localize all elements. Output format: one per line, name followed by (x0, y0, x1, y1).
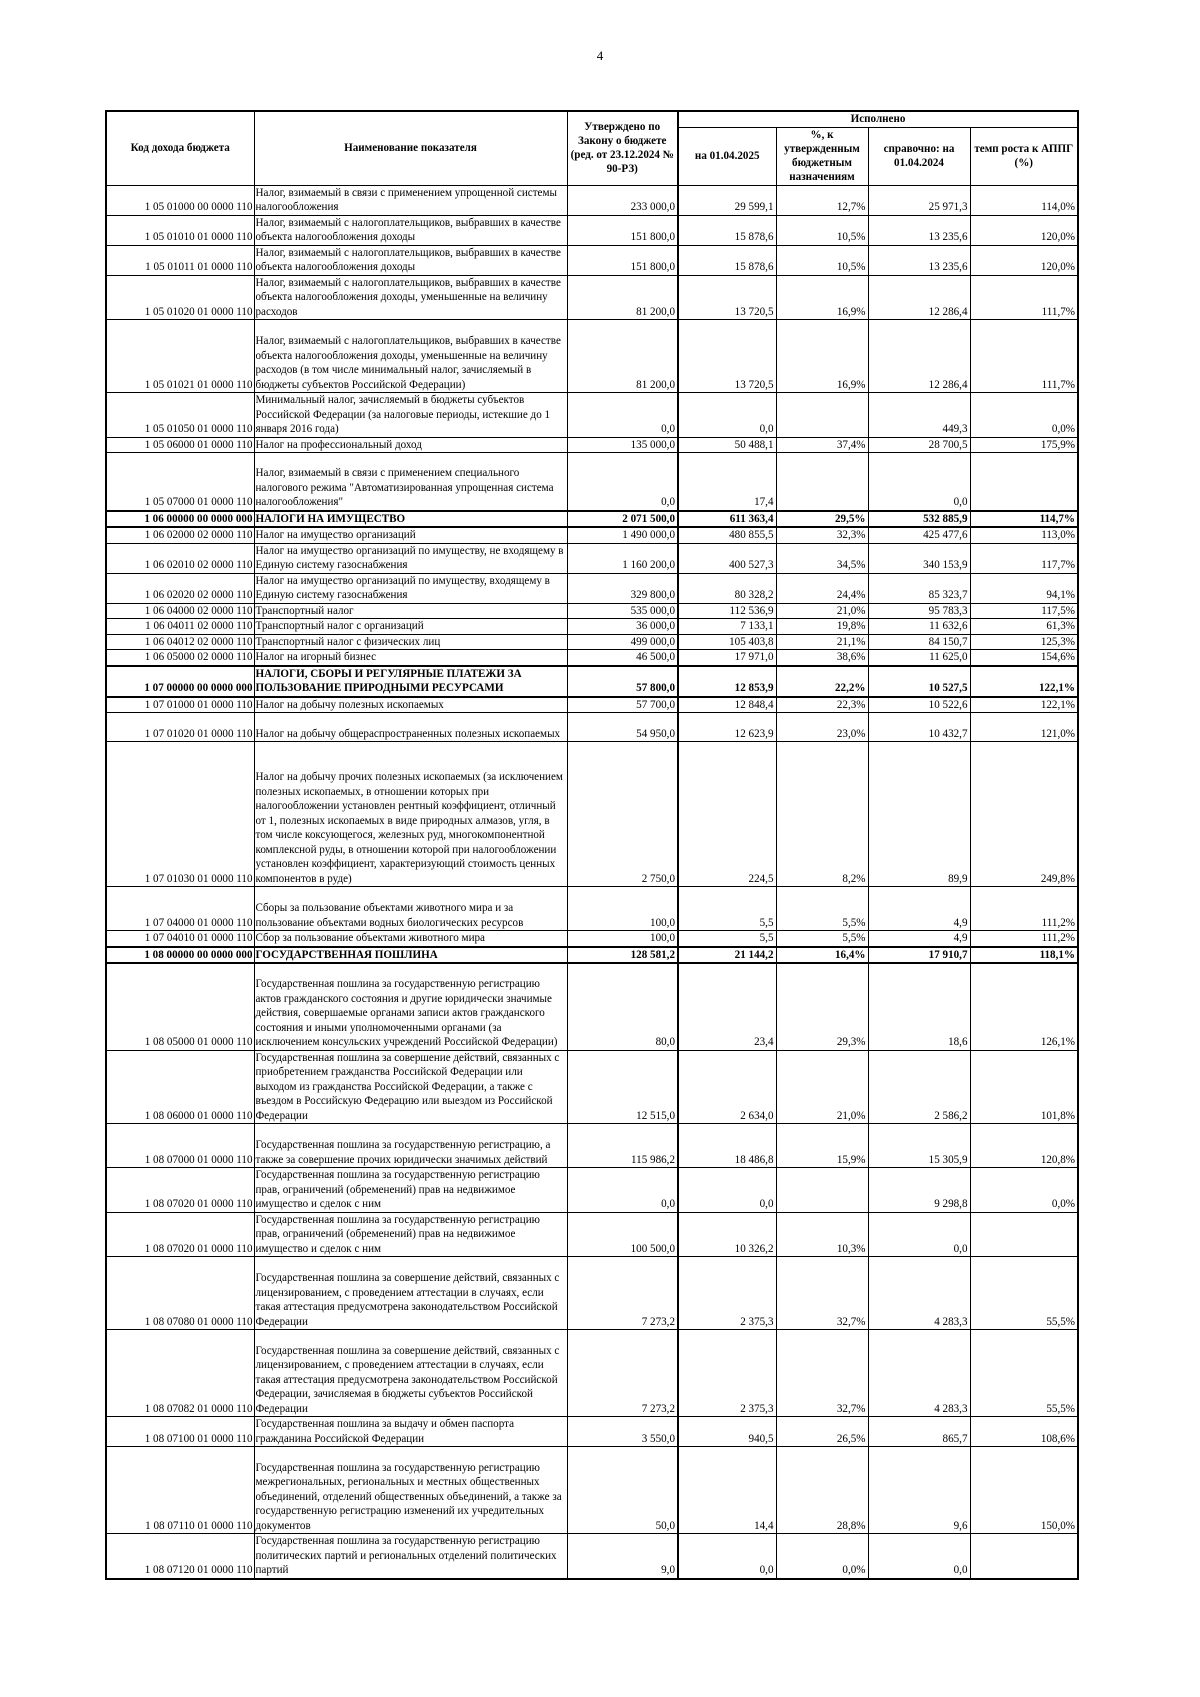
approved-cell: 100,0 (567, 931, 678, 947)
approved-cell: 36 000,0 (567, 619, 678, 635)
growth-cell: 114,0% (970, 185, 1078, 215)
code-cell: 1 05 01020 01 0000 110 (106, 275, 254, 320)
growth-cell: 120,0% (970, 215, 1078, 245)
executed-cell: 50 488,1 (678, 437, 776, 453)
table-row (106, 275, 1078, 320)
reference-cell: 425 477,6 (868, 527, 970, 543)
percent-cell: 16,9% (776, 275, 868, 320)
code-cell: 1 08 07100 01 0000 110 (106, 1417, 254, 1447)
approved-cell: 1 490 000,0 (567, 527, 678, 543)
name-cell: НАЛОГИ НА ИМУЩЕСТВО (254, 511, 567, 528)
approved-cell: 151 800,0 (567, 215, 678, 245)
reference-cell: 25 971,3 (868, 185, 970, 215)
code-cell: 1 06 02000 02 0000 110 (106, 527, 254, 543)
percent-cell: 21,0% (776, 1050, 868, 1124)
table-row (106, 437, 1078, 453)
reference-cell: 12 286,4 (868, 320, 970, 393)
percent-cell: 32,3% (776, 527, 868, 543)
name-cell: Государственная пошлина за государственную регистрацию актов гражданского состояния и другие юридически значимые действия, совершаемые органами записи актов гражданского состояния и иными уполномоченными органами (за исключением консульских учреждений Российской Федерации) (254, 963, 567, 1050)
approved-cell: 0,0 (567, 393, 678, 438)
growth-cell: 111,7% (970, 320, 1078, 393)
name-cell: Налог на имущество организаций (254, 527, 567, 543)
percent-cell: 21,0% (776, 603, 868, 619)
name-cell: Государственная пошлина за выдачу и обмен паспорта гражданина Российской Федерации (254, 1417, 567, 1447)
name-cell: Налог на имущество организаций по имуществу, не входящему в Единую систему газоснабжения (254, 543, 567, 573)
name-cell: Налог, взимаемый в связи с применением упрощенной системы налогообложения (254, 185, 567, 215)
reference-cell: 17 910,7 (868, 947, 970, 964)
header-executed: Исполнено (678, 111, 1078, 127)
growth-cell: 111,2% (970, 931, 1078, 947)
approved-cell: 0,0 (567, 1168, 678, 1213)
name-cell: Налог на игорный бизнес (254, 650, 567, 666)
name-cell: Транспортный налог с организаций (254, 619, 567, 635)
executed-cell: 105 403,8 (678, 634, 776, 650)
code-cell: 1 08 07080 01 0000 110 (106, 1257, 254, 1330)
table-row (106, 393, 1078, 438)
percent-cell: 37,4% (776, 437, 868, 453)
name-cell: ГОСУДАРСТВЕННАЯ ПОШЛИНА (254, 947, 567, 964)
table-row (106, 1050, 1078, 1124)
table-row (106, 947, 1078, 964)
reference-cell: 12 286,4 (868, 275, 970, 320)
name-cell: Налог, взимаемый с налогоплательщиков, выбравших в качестве объекта налогообложения доходы (254, 215, 567, 245)
table-row (106, 320, 1078, 393)
executed-cell: 21 144,2 (678, 947, 776, 964)
growth-cell: 120,8% (970, 1124, 1078, 1168)
percent-cell: 10,5% (776, 215, 868, 245)
approved-cell: 535 000,0 (567, 603, 678, 619)
table-row (106, 713, 1078, 742)
reference-cell: 10 432,7 (868, 713, 970, 742)
growth-cell: 94,1% (970, 573, 1078, 603)
table-row (106, 666, 1078, 697)
executed-cell: 480 855,5 (678, 527, 776, 543)
percent-cell: 29,3% (776, 963, 868, 1050)
code-cell: 1 08 00000 00 0000 000 (106, 947, 254, 964)
growth-cell: 61,3% (970, 619, 1078, 635)
code-cell: 1 05 01011 01 0000 110 (106, 245, 254, 275)
percent-cell: 23,0% (776, 713, 868, 742)
header-approved: Утверждено по Закону о бюджете (ред. от 23.12.2024 № 90-РЗ) (567, 111, 678, 185)
code-cell: 1 08 05000 01 0000 110 (106, 963, 254, 1050)
name-cell: Налог, взимаемый с налогоплательщиков, выбравших в качестве объекта налогообложения доходы, уменьшенные на величину расходов (254, 275, 567, 320)
reference-cell: 4 283,3 (868, 1257, 970, 1330)
approved-cell: 128 581,2 (567, 947, 678, 964)
growth-cell: 101,8% (970, 1050, 1078, 1124)
code-cell: 1 07 01000 01 0000 110 (106, 697, 254, 713)
approved-cell: 80,0 (567, 963, 678, 1050)
code-cell: 1 05 07000 01 0000 110 (106, 453, 254, 511)
reference-cell: 532 885,9 (868, 511, 970, 528)
code-cell: 1 07 04010 01 0000 110 (106, 931, 254, 947)
table-row (106, 185, 1078, 215)
growth-cell: 125,3% (970, 634, 1078, 650)
percent-cell: 10,3% (776, 1212, 868, 1257)
table-body (106, 185, 1078, 1579)
table-row (106, 527, 1078, 543)
name-cell: НАЛОГИ, СБОРЫ И РЕГУЛЯРНЫЕ ПЛАТЕЖИ ЗА ПОЛЬЗОВАНИЕ ПРИРОДНЫМИ РЕСУРСАМИ (254, 666, 567, 697)
table-row (106, 619, 1078, 635)
reference-cell: 0,0 (868, 453, 970, 511)
growth-cell: 111,2% (970, 887, 1078, 931)
name-cell: Налог, взимаемый в связи с применением специального налогового режима "Автоматизированная упрощенная система налогообложения" (254, 453, 567, 511)
growth-cell: 122,1% (970, 697, 1078, 713)
table-row (106, 963, 1078, 1050)
code-cell: 1 08 06000 01 0000 110 (106, 1050, 254, 1124)
table-row (106, 634, 1078, 650)
name-cell: Государственная пошлина за государственную регистрацию политических партий и региональных отделений политических партий (254, 1534, 567, 1579)
name-cell: Налог на имущество организаций по имуществу, входящему в Единую систему газоснабжения (254, 573, 567, 603)
executed-cell: 224,5 (678, 742, 776, 887)
reference-cell: 95 783,3 (868, 603, 970, 619)
code-cell: 1 06 02020 02 0000 110 (106, 573, 254, 603)
code-cell: 1 07 04000 01 0000 110 (106, 887, 254, 931)
approved-cell: 135 000,0 (567, 437, 678, 453)
executed-cell: 940,5 (678, 1417, 776, 1447)
table-row (106, 215, 1078, 245)
name-cell: Сбор за пользование объектами животного мира (254, 931, 567, 947)
name-cell: Государственная пошлина за государственную регистрацию прав, ограничений (обременений) прав на недвижимое имущество и сделок с ним (254, 1168, 567, 1213)
approved-cell: 329 800,0 (567, 573, 678, 603)
code-cell: 1 06 05000 02 0000 110 (106, 650, 254, 666)
reference-cell: 0,0 (868, 1534, 970, 1579)
reference-cell: 9,6 (868, 1447, 970, 1534)
name-cell: Транспортный налог с физических лиц (254, 634, 567, 650)
name-cell: Сборы за пользование объектами животного мира и за пользование объектами водных биологических ресурсов (254, 887, 567, 931)
table-row (106, 1212, 1078, 1257)
approved-cell: 46 500,0 (567, 650, 678, 666)
executed-cell: 2 375,3 (678, 1257, 776, 1330)
growth-cell (970, 1212, 1078, 1257)
percent-cell: 32,7% (776, 1257, 868, 1330)
code-cell: 1 08 07110 01 0000 110 (106, 1447, 254, 1534)
executed-cell: 5,5 (678, 887, 776, 931)
table-row (106, 453, 1078, 511)
executed-cell: 23,4 (678, 963, 776, 1050)
approved-cell: 3 550,0 (567, 1417, 678, 1447)
approved-cell: 100,0 (567, 887, 678, 931)
code-cell: 1 06 00000 00 0000 000 (106, 511, 254, 528)
name-cell: Минимальный налог, зачисляемый в бюджеты субъектов Российской Федерации (за налоговые периоды, истекшие до 1 января 2016 года) (254, 393, 567, 438)
growth-cell: 154,6% (970, 650, 1078, 666)
reference-cell: 18,6 (868, 963, 970, 1050)
table-row (106, 603, 1078, 619)
name-cell: Налог на добычу общераспространенных полезных ископаемых (254, 713, 567, 742)
growth-cell: 121,0% (970, 713, 1078, 742)
growth-cell: 117,5% (970, 603, 1078, 619)
reference-cell: 2 586,2 (868, 1050, 970, 1124)
header-on-date: на 01.04.2025 (678, 127, 776, 185)
name-cell: Государственная пошлина за совершение действий, связанных с лицензированием, с проведением аттестации в случаях, если такая аттестация предусмотрена законодательством Российской Федерации, зачисляемая в бюджеты субъектов Российской Федерации (254, 1330, 567, 1417)
reference-cell: 11 625,0 (868, 650, 970, 666)
code-cell: 1 06 04000 02 0000 110 (106, 603, 254, 619)
growth-cell: 55,5% (970, 1330, 1078, 1417)
reference-cell: 10 527,5 (868, 666, 970, 697)
executed-cell: 15 878,6 (678, 245, 776, 275)
growth-cell: 120,0% (970, 245, 1078, 275)
table-row (106, 742, 1078, 887)
reference-cell: 340 153,9 (868, 543, 970, 573)
approved-cell: 7 273,2 (567, 1330, 678, 1417)
code-cell: 1 07 01030 01 0000 110 (106, 742, 254, 887)
approved-cell: 151 800,0 (567, 245, 678, 275)
table-row (106, 650, 1078, 666)
growth-cell: 111,7% (970, 275, 1078, 320)
executed-cell: 29 599,1 (678, 185, 776, 215)
percent-cell (776, 393, 868, 438)
percent-cell: 29,5% (776, 511, 868, 528)
header-reference: справочно: на 01.04.2024 (868, 127, 970, 185)
table-row (106, 511, 1078, 528)
approved-cell: 1 160 200,0 (567, 543, 678, 573)
percent-cell: 28,8% (776, 1447, 868, 1534)
executed-cell: 0,0 (678, 1534, 776, 1579)
reference-cell: 4 283,3 (868, 1330, 970, 1417)
table-row (106, 1330, 1078, 1417)
table-row (106, 543, 1078, 573)
executed-cell: 611 363,4 (678, 511, 776, 528)
code-cell: 1 05 01050 01 0000 110 (106, 393, 254, 438)
code-cell: 1 05 06000 01 0000 110 (106, 437, 254, 453)
table-row (106, 1417, 1078, 1447)
reference-cell: 4,9 (868, 887, 970, 931)
executed-cell: 0,0 (678, 1168, 776, 1213)
approved-cell: 0,0 (567, 453, 678, 511)
name-cell: Налог, взимаемый с налогоплательщиков, выбравших в качестве объекта налогообложения доходы, уменьшенные на величину расходов (в том числе минимальный налог, зачисляемый в бюджеты субъектов Российской Федерации) (254, 320, 567, 393)
growth-cell: 122,1% (970, 666, 1078, 697)
approved-cell: 57 800,0 (567, 666, 678, 697)
reference-cell: 0,0 (868, 1212, 970, 1257)
approved-cell: 100 500,0 (567, 1212, 678, 1257)
name-cell: Налог на профессиональный доход (254, 437, 567, 453)
growth-cell: 118,1% (970, 947, 1078, 964)
growth-cell: 113,0% (970, 527, 1078, 543)
percent-cell: 12,7% (776, 185, 868, 215)
executed-cell: 15 878,6 (678, 215, 776, 245)
executed-cell: 7 133,1 (678, 619, 776, 635)
percent-cell: 16,4% (776, 947, 868, 964)
approved-cell: 2 750,0 (567, 742, 678, 887)
reference-cell: 13 235,6 (868, 215, 970, 245)
reference-cell: 9 298,8 (868, 1168, 970, 1213)
reference-cell: 28 700,5 (868, 437, 970, 453)
percent-cell: 19,8% (776, 619, 868, 635)
code-cell: 1 05 01010 01 0000 110 (106, 215, 254, 245)
code-cell: 1 08 07020 01 0000 110 (106, 1168, 254, 1213)
percent-cell: 21,1% (776, 634, 868, 650)
approved-cell: 57 700,0 (567, 697, 678, 713)
approved-cell: 54 950,0 (567, 713, 678, 742)
percent-cell: 5,5% (776, 887, 868, 931)
executed-cell: 112 536,9 (678, 603, 776, 619)
growth-cell: 126,1% (970, 963, 1078, 1050)
reference-cell: 89,9 (868, 742, 970, 887)
name-cell: Государственная пошлина за совершение действий, связанных с приобретением гражданства Российской Федерации или выходом из гражданства Российской Федерации, а также с въездом в Российскую Федерацию или выездом из Российской Федерации (254, 1050, 567, 1124)
header-percent: %, к утвержденным бюджетным назначениям (776, 127, 868, 185)
executed-cell: 17 971,0 (678, 650, 776, 666)
executed-cell: 12 623,9 (678, 713, 776, 742)
table-row (106, 1534, 1078, 1579)
code-cell: 1 08 07020 01 0000 110 (106, 1212, 254, 1257)
reference-cell: 13 235,6 (868, 245, 970, 275)
executed-cell: 80 328,2 (678, 573, 776, 603)
approved-cell: 81 200,0 (567, 320, 678, 393)
percent-cell: 22,3% (776, 697, 868, 713)
name-cell: Государственная пошлина за совершение действий, связанных с лицензированием, с проведением аттестации в случаях, если такая аттестация предусмотрена законодательством Российской Федерации (254, 1257, 567, 1330)
table-row (106, 697, 1078, 713)
approved-cell: 2 071 500,0 (567, 511, 678, 528)
executed-cell: 13 720,5 (678, 275, 776, 320)
code-cell: 1 08 07120 01 0000 110 (106, 1534, 254, 1579)
name-cell: Транспортный налог (254, 603, 567, 619)
percent-cell: 24,4% (776, 573, 868, 603)
table-row (106, 245, 1078, 275)
table-row (106, 887, 1078, 931)
code-cell: 1 07 01020 01 0000 110 (106, 713, 254, 742)
approved-cell: 50,0 (567, 1447, 678, 1534)
page-number: 4 (596, 48, 604, 63)
approved-cell: 233 000,0 (567, 185, 678, 215)
table-row (106, 1168, 1078, 1213)
name-cell: Налог на добычу полезных ископаемых (254, 697, 567, 713)
growth-cell (970, 1534, 1078, 1579)
growth-cell: 114,7% (970, 511, 1078, 528)
reference-cell: 10 522,6 (868, 697, 970, 713)
executed-cell: 12 848,4 (678, 697, 776, 713)
approved-cell: 12 515,0 (567, 1050, 678, 1124)
percent-cell (776, 1168, 868, 1213)
approved-cell: 115 986,2 (567, 1124, 678, 1168)
percent-cell: 38,6% (776, 650, 868, 666)
code-cell: 1 06 02010 02 0000 110 (106, 543, 254, 573)
growth-cell: 150,0% (970, 1447, 1078, 1534)
percent-cell: 22,2% (776, 666, 868, 697)
growth-cell: 117,7% (970, 543, 1078, 573)
executed-cell: 10 326,2 (678, 1212, 776, 1257)
percent-cell: 15,9% (776, 1124, 868, 1168)
percent-cell: 34,5% (776, 543, 868, 573)
approved-cell: 9,0 (567, 1534, 678, 1579)
growth-cell: 108,6% (970, 1417, 1078, 1447)
percent-cell: 32,7% (776, 1330, 868, 1417)
code-cell: 1 05 01000 00 0000 110 (106, 185, 254, 215)
executed-cell: 5,5 (678, 931, 776, 947)
name-cell: Налог на добычу прочих полезных ископаемых (за исключением полезных ископаемых, в отношении которых при налогообложении установлен рентный коэффициент, отличный от 1, полезных ископаемых в виде природных алмазов, угля, в том числе коксующегося, железных руд, многокомпонентной комплексной руды, в отношении которой при налогообложении установлен коэффициент, характеризующий стоимость ценных компонентов в руде) (254, 742, 567, 887)
table-row (106, 1257, 1078, 1330)
approved-cell: 7 273,2 (567, 1257, 678, 1330)
executed-cell: 18 486,8 (678, 1124, 776, 1168)
growth-cell: 175,9% (970, 437, 1078, 453)
executed-cell: 13 720,5 (678, 320, 776, 393)
name-cell: Государственная пошлина за государственную регистрацию, а также за совершение прочих юридически значимых действий (254, 1124, 567, 1168)
code-cell: 1 08 07000 01 0000 110 (106, 1124, 254, 1168)
reference-cell: 11 632,6 (868, 619, 970, 635)
approved-cell: 499 000,0 (567, 634, 678, 650)
executed-cell: 17,4 (678, 453, 776, 511)
table-row (106, 573, 1078, 603)
growth-cell: 55,5% (970, 1257, 1078, 1330)
reference-cell: 85 323,7 (868, 573, 970, 603)
reference-cell: 449,3 (868, 393, 970, 438)
percent-cell: 5,5% (776, 931, 868, 947)
percent-cell: 8,2% (776, 742, 868, 887)
percent-cell: 0,0% (776, 1534, 868, 1579)
growth-cell: 0,0% (970, 1168, 1078, 1213)
revenue-table (105, 110, 1079, 1580)
table-row (106, 1447, 1078, 1534)
percent-cell: 16,9% (776, 320, 868, 393)
code-cell: 1 07 00000 00 0000 000 (106, 666, 254, 697)
growth-cell: 249,8% (970, 742, 1078, 887)
reference-cell: 84 150,7 (868, 634, 970, 650)
executed-cell: 2 634,0 (678, 1050, 776, 1124)
code-cell: 1 06 04011 02 0000 110 (106, 619, 254, 635)
name-cell: Государственная пошлина за государственную регистрацию прав, ограничений (обременений) прав на недвижимое имущество и сделок с ним (254, 1212, 567, 1257)
code-cell: 1 08 07082 01 0000 110 (106, 1330, 254, 1417)
approved-cell: 81 200,0 (567, 275, 678, 320)
header-name: Наименование показателя (254, 111, 567, 185)
header-growth: темп роста к АППГ (%) (970, 127, 1078, 185)
name-cell: Государственная пошлина за государственную регистрацию межрегиональных, региональных и местных общественных объединений, отделений общественных объединений, а также за государственную регистрацию изменений их учредительных документов (254, 1447, 567, 1534)
percent-cell (776, 453, 868, 511)
executed-cell: 14,4 (678, 1447, 776, 1534)
code-cell: 1 05 01021 01 0000 110 (106, 320, 254, 393)
growth-cell (970, 453, 1078, 511)
growth-cell: 0,0% (970, 393, 1078, 438)
percent-cell: 26,5% (776, 1417, 868, 1447)
name-cell: Налог, взимаемый с налогоплательщиков, выбравших в качестве объекта налогообложения доходы (254, 245, 567, 275)
reference-cell: 4,9 (868, 931, 970, 947)
executed-cell: 400 527,3 (678, 543, 776, 573)
reference-cell: 865,7 (868, 1417, 970, 1447)
executed-cell: 12 853,9 (678, 666, 776, 697)
percent-cell: 10,5% (776, 245, 868, 275)
code-cell: 1 06 04012 02 0000 110 (106, 634, 254, 650)
table-row (106, 931, 1078, 947)
executed-cell: 0,0 (678, 393, 776, 438)
table-row (106, 1124, 1078, 1168)
reference-cell: 15 305,9 (868, 1124, 970, 1168)
executed-cell: 2 375,3 (678, 1330, 776, 1417)
header-code: Код дохода бюджета (106, 111, 254, 185)
